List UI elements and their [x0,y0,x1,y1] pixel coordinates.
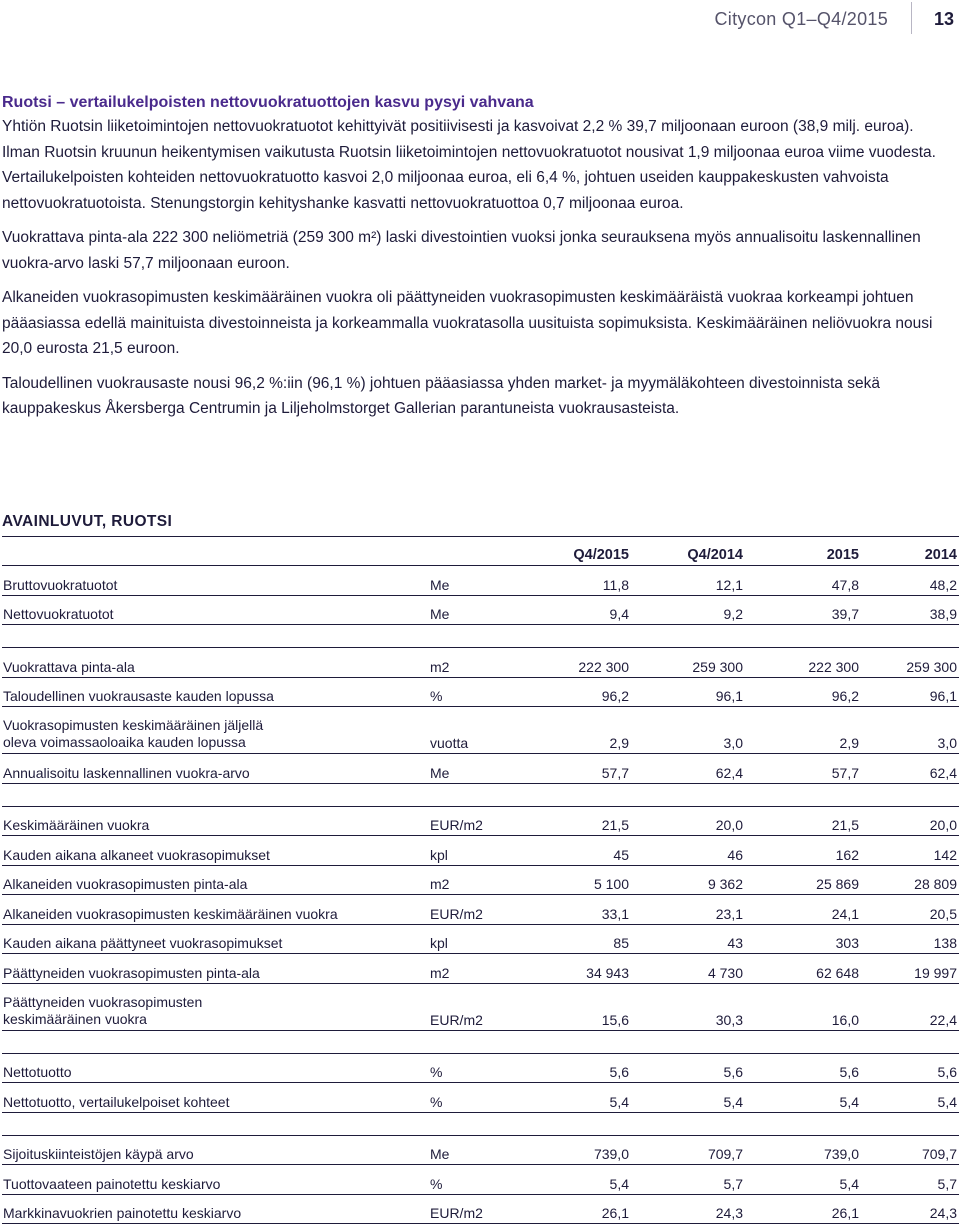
row-value: 21,5 [745,806,861,836]
row-label-cell [2,836,430,866]
row-value: 39,7 [745,595,861,625]
row-value: 34 943 [522,954,631,984]
row-label-cell [2,648,430,678]
row-value: 47,8 [745,566,861,596]
row-value: 20,5 [861,895,959,925]
row-value: 57,7 [745,754,861,784]
row-label-cell [2,1135,430,1165]
table-row [2,595,959,625]
row-label-cell [2,924,430,954]
row-value: 5,4 [522,1083,631,1113]
row-value: 9 362 [631,865,745,895]
table-row [2,566,959,596]
row-value: 4 730 [631,954,745,984]
row-unit: % [430,677,522,707]
column-header: 2015 [745,537,861,566]
row-unit: Me [430,595,522,625]
row-value: 9,2 [631,595,745,625]
row-label: Kauden aikana päättyneet vuokrasopimukset [3,935,283,951]
row-value: 11,8 [522,566,631,596]
table-row [2,836,959,866]
row-value: 162 [745,836,861,866]
section-content [2,92,954,431]
row-value: 5,7 [861,1165,959,1195]
row-label-cell [2,983,430,1030]
row-value: 709,7 [631,1135,745,1165]
row-value: 24,3 [861,1194,959,1224]
row-label: Alkaneiden vuokrasopimusten keskimääräinen vuokra [3,905,338,922]
row-unit: Me [430,1135,522,1165]
row-label: Kauden aikana alkaneet vuokrasopimukset [3,846,270,863]
row-value: 259 300 [631,648,745,678]
row-value: 25 869 [745,865,861,895]
section-heading: Ruotsi – vertailukelpoisten nettovuokratuottojen kasvu pysyi vahvana [2,94,534,111]
row-value: 5 100 [522,865,631,895]
row-value: 9,4 [522,595,631,625]
row-value: 62,4 [861,754,959,784]
row-label: Taloudellinen vuokrausaste kauden lopussa [3,688,274,704]
column-header: Q4/2014 [631,537,745,566]
table-row [2,1053,959,1083]
row-value: 26,1 [745,1194,861,1224]
row-label: Vuokrattava pinta-ala [3,658,135,675]
row-value: 16,0 [745,983,861,1030]
row-unit: EUR/m2 [430,895,522,925]
row-unit: Me [430,754,522,784]
header-label-cell [2,537,430,566]
row-unit: m2 [430,865,522,895]
table-row [2,895,959,925]
row-label: Tuottovaateen painotettu keskiarvo [3,1175,221,1192]
table-row [2,806,959,836]
column-header: 2014 [861,537,959,566]
row-unit: EUR/m2 [430,1194,522,1224]
row-value: 222 300 [745,648,861,678]
row-value: 62 648 [745,954,861,984]
row-value: 709,7 [861,1135,959,1165]
row-label: Annualisoitu laskennallinen vuokra-arvo [3,764,250,781]
row-unit: % [430,1053,522,1083]
table-row [2,1083,959,1113]
table-row [2,1165,959,1195]
row-value: 24,1 [745,895,861,925]
group-spacer [2,1030,959,1053]
row-value: 15,6 [522,983,631,1030]
row-label: Bruttovuokratuotot [3,576,118,593]
row-value: 5,4 [522,1165,631,1195]
row-label-cell [2,1194,430,1224]
row-unit: % [430,1165,522,1195]
row-value: 48,2 [861,566,959,596]
row-label-cell [2,895,430,925]
row-label-cell [2,1053,430,1083]
paragraph: Taloudellinen vuokrausaste nousi 96,2 %:iin (96,1 %) johtuen pääasiassa yhden market- ja myymäläkohteen divestoinnista sekä kauppakeskus Åkersberga Centrumin ja Liljeholmstorget Gallerian parantuneista vuokrausasteista. [2,374,880,417]
paragraph: Yhtiön Ruotsin liiketoimintojen nettovuokratuotot kehittyivät positiivisesti ja kasvoivat 2,2 % 39,7 miljoonaan euroon (38,9 milj. euroa). Ilman Ruotsin kruunun heikentymisen vaikutusta Ruotsin liiketoimintojen nettovuokratuotot nousivat 1,9 miljoonaa euroa viime vuodesta. Vertailukelpoisten kohteiden nettovuokratuotto kasvoi 2,0 miljoonaa euroa, eli 6,4 %, johtuen useiden kauppakeskusten vahvoista nettovuokratuotoista. Stenungstorgin kehityshanke kasvatti nettovuokratuottoa 0,7 miljoonaa euroa. [2,118,936,212]
row-label-cell [2,954,430,984]
group-spacer [2,625,959,648]
row-label-continued: oleva voimassaoloaika kauden lopussa [3,734,246,750]
row-value: 19 997 [861,954,959,984]
row-value: 28 809 [861,865,959,895]
row-label: Päättyneiden vuokrasopimusten [3,993,203,1010]
row-unit: kpl [430,836,522,866]
table-header-row [2,537,959,566]
row-value: 303 [745,924,861,954]
row-value: 46 [631,836,745,866]
spacer-cell [2,1030,959,1053]
row-value: 43 [631,924,745,954]
row-value: 142 [861,836,959,866]
row-label-cell [2,806,430,836]
row-label: Nettotuotto, vertailukelpoiset kohteet [3,1093,230,1110]
page-header [0,0,960,40]
table-row [2,1194,959,1224]
row-label: Nettotuotto [3,1064,72,1080]
row-unit: Me [430,566,522,596]
table-row [2,648,959,678]
row-value: 739,0 [522,1135,631,1165]
row-value: 96,1 [861,677,959,707]
row-label-cell [2,677,430,707]
table-row [2,754,959,784]
page-number: 13 [934,9,955,29]
table-row [2,677,959,707]
row-value: 222 300 [522,648,631,678]
row-label: Nettovuokratuotot [3,606,114,622]
row-label-cell [2,754,430,784]
row-value: 2,9 [522,707,631,754]
row-value: 2,9 [745,707,861,754]
row-label: Keskimääräinen vuokra [3,817,150,833]
key-figures-table-wrap [2,536,959,1224]
table-row [2,924,959,954]
row-unit: m2 [430,648,522,678]
row-value: 26,1 [522,1194,631,1224]
row-label-cell [2,566,430,596]
row-value: 45 [522,836,631,866]
row-label-continued: keskimääräinen vuokra [3,1010,147,1027]
row-value: 62,4 [631,754,745,784]
group-spacer [2,1112,959,1135]
table-title: AVAINLUVUT, RUOTSI [2,513,173,530]
document-title: Citycon Q1–Q4/2015 [714,9,888,29]
row-value: 12,1 [631,566,745,596]
row-unit: EUR/m2 [430,806,522,836]
header-divider [911,2,912,34]
row-label-cell [2,1165,430,1195]
row-value: 5,4 [745,1083,861,1113]
row-value: 5,4 [861,1083,959,1113]
row-unit: kpl [430,924,522,954]
row-value: 96,2 [745,677,861,707]
row-unit: % [430,1083,522,1113]
table-row [2,1135,959,1165]
row-value: 21,5 [522,806,631,836]
row-value: 20,0 [631,806,745,836]
row-value: 5,6 [522,1053,631,1083]
row-value: 20,0 [861,806,959,836]
row-unit: vuotta [430,707,522,754]
row-value: 96,1 [631,677,745,707]
row-label: Sijoituskiinteistöjen käypä arvo [3,1146,194,1162]
row-label: Alkaneiden vuokrasopimusten pinta-ala [3,876,248,892]
row-unit: m2 [430,954,522,984]
paragraph: Alkaneiden vuokrasopimusten keskimääräinen vuokra oli päättyneiden vuokrasopimusten keskimääräistä vuokraa korkeampi johtuen pääasiassa edellä mainituista divestoinneista ja korkeammalla vuokratasolla uusituista sopimuksista. Keskimääräinen neliövuokra nousi 20,0 eurosta 21,5 euroon. [2,289,933,357]
row-value: 5,4 [745,1165,861,1195]
row-value: 38,9 [861,595,959,625]
row-label: Markkinavuokrien painotettu keskiarvo [3,1205,242,1221]
row-value: 57,7 [522,754,631,784]
row-value: 30,3 [631,983,745,1030]
row-value: 24,3 [631,1194,745,1224]
header-unit-cell [430,537,522,566]
table-row [2,954,959,984]
spacer-cell [2,625,959,648]
row-unit: EUR/m2 [430,983,522,1030]
table-row [2,707,959,754]
row-value: 96,2 [522,677,631,707]
row-label-cell [2,595,430,625]
row-label: Vuokrasopimusten keskimääräinen jäljellä [3,717,264,733]
row-value: 23,1 [631,895,745,925]
row-value: 5,4 [631,1083,745,1113]
row-label-cell [2,865,430,895]
table-row [2,983,959,1030]
row-value: 138 [861,924,959,954]
column-header: Q4/2015 [522,537,631,566]
row-value: 3,0 [631,707,745,754]
row-value: 739,0 [745,1135,861,1165]
table-body [2,566,959,1224]
row-value: 5,6 [745,1053,861,1083]
key-figures-table [2,536,959,1224]
row-label: Päättyneiden vuokrasopimusten pinta-ala [3,964,260,981]
row-value: 85 [522,924,631,954]
spacer-cell [2,1112,959,1135]
row-value: 259 300 [861,648,959,678]
paragraph: Vuokrattava pinta-ala 222 300 neliömetriä (259 300 m²) laski divestointien vuoksi jonka seurauksena myös annualisoitu laskennallinen vuokra-arvo laski 57,7 miljoonaan euroon. [2,229,921,272]
group-spacer [2,783,959,806]
spacer-cell [2,783,959,806]
row-value: 22,4 [861,983,959,1030]
table-row [2,865,959,895]
row-value: 5,6 [861,1053,959,1083]
row-value: 33,1 [522,895,631,925]
row-value: 3,0 [861,707,959,754]
row-label-cell [2,1083,430,1113]
row-value: 5,7 [631,1165,745,1195]
row-label-cell [2,707,430,754]
row-value: 5,6 [631,1053,745,1083]
